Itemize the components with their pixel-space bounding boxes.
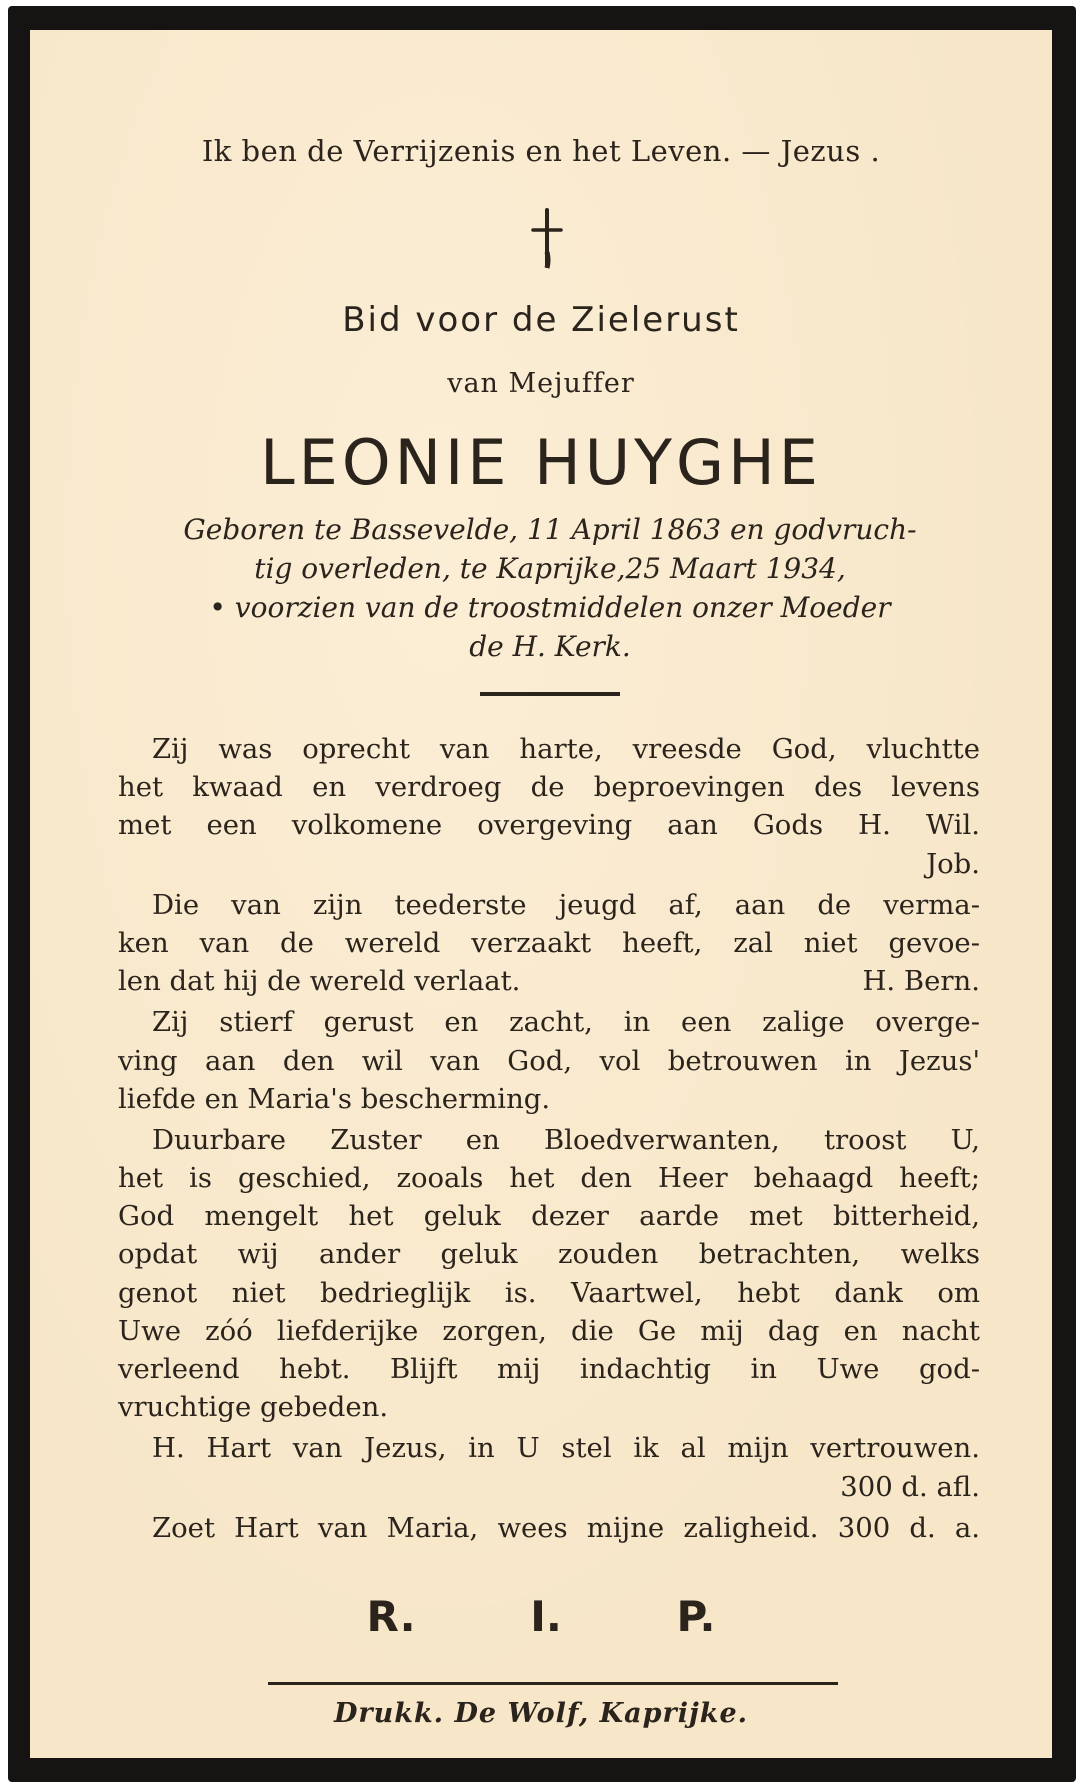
memorial-card-border	[8, 6, 1076, 1782]
text-line: het kwaad en verdroeg de beproevingen des levens	[118, 771, 980, 804]
text-line: Zij was oprecht van harte, vreesde God, vluchtte	[152, 733, 980, 765]
rip-letter: I.	[530, 1592, 562, 1641]
details-line: Geboren te Bassevelde, 11 April 1863 en godvruch-	[183, 513, 917, 546]
divider	[480, 692, 620, 696]
birth-death-details	[120, 510, 980, 666]
deceased-name: LEONIE HUYGHE	[260, 426, 822, 499]
text-line: vruchtige gebeden.	[118, 1391, 389, 1424]
indulgence: 300 d. afl.	[840, 1470, 980, 1503]
cross-icon	[527, 208, 567, 270]
text-line: met een volkomene overgeving aan Gods H. Wil.	[118, 809, 980, 842]
memorial-card	[30, 30, 1052, 1758]
prayer-heading: Bid voor de Zielerust	[342, 300, 740, 340]
rip-letter: R.	[366, 1592, 416, 1641]
attribution: H. Bern.	[862, 965, 980, 998]
paragraph-death	[118, 1003, 980, 1118]
text-line: verleend hebt. Blijft mij indachtig in Uwe god-	[118, 1353, 980, 1385]
text-line: len dat hij de wereld verlaat.	[118, 965, 521, 998]
text-line: het is geschied, zooals het den Heer behaagd heeft;	[118, 1162, 980, 1195]
footer-divider	[268, 1682, 838, 1685]
text-line: liefde en Maria's bescherming.	[118, 1082, 551, 1115]
prayer-line: H. Hart van Jezus, in U stel ik al mijn vertrouwen.	[152, 1432, 980, 1465]
text-line: opdat wij ander geluk zouden betrachten, welks	[118, 1238, 980, 1271]
paragraph-bern	[118, 886, 980, 1001]
text-line: Uwe zóó liefderijke zorgen, die Ge mij dag en nacht	[118, 1314, 980, 1347]
text-line: Die van zijn teederste jeugd af, aan de verma-	[152, 888, 980, 921]
bible-quote: Ik ben de Verrijzenis en het Leven. — Jezus .	[201, 134, 881, 168]
details-line: • voorzien van de troostmiddelen onzer Moeder	[209, 591, 891, 624]
attribution: Job.	[926, 847, 980, 880]
rip-letter: P.	[676, 1592, 716, 1641]
text-line: ken van de wereld verzaakt heeft, zal niet gevoe-	[118, 926, 980, 959]
paragraph-farewell	[118, 1121, 980, 1427]
text-line: Zij stierf gerust en zacht, in een zalige overge-	[152, 1006, 980, 1039]
text-line-with-attribution	[118, 962, 980, 1000]
text-line: genot niet bedrieglijk is. Vaartwel, hebt dank om	[118, 1276, 980, 1309]
text-line: God mengelt het geluk dezer aarde met bitterheid,	[118, 1200, 980, 1233]
memorial-text	[118, 730, 980, 1547]
paragraph-job	[118, 730, 980, 883]
prayer-line: Zoet Hart van Maria, wees mijne zaligheid. 300 d. a.	[152, 1511, 980, 1544]
details-line: tig overleden, te Kaprijke,25 Maart 1934,	[254, 552, 846, 585]
text-line: ving aan den wil van God, vol betrouwen in Jezus'	[118, 1044, 980, 1077]
text-line: Duurbare Zuster en Bloedverwanten, troost U,	[152, 1123, 980, 1156]
details-line: de H. Kerk.	[469, 630, 631, 663]
honorific: van Mejuffer	[447, 368, 635, 399]
rip-mark	[30, 1592, 1052, 1641]
indulgence-prayers	[118, 1429, 980, 1547]
printer-imprint: Drukk. De Wolf, Kaprijke.	[333, 1698, 749, 1729]
